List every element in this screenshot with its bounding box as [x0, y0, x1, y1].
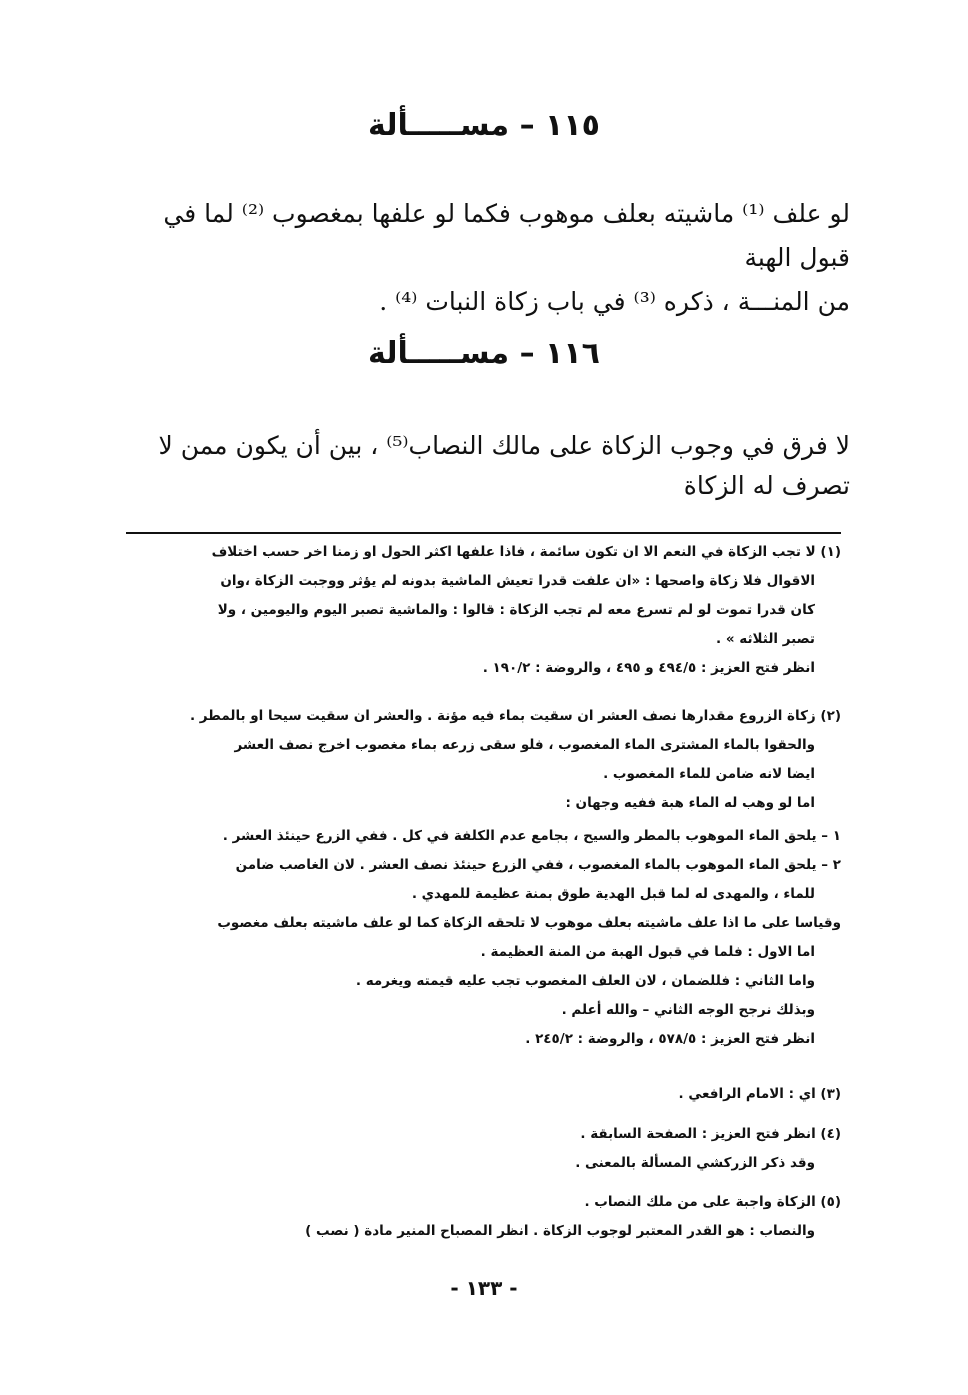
footnote-5	[126, 1188, 841, 1246]
footnote-4	[126, 1120, 841, 1178]
footnote-line: والحقوا بالماء المشترى الماء المغصوب ، فلو سقى زرعه بماء مغصوب اخرج نصف العشر	[234, 737, 815, 753]
footnote-line: وقياسا على ما اذا علف ماشيته بعلف موهوب لا تلحقه الزكاة كما لو علف ماشيته بعلف مغصوب	[217, 915, 841, 931]
issue-115-line-1: لو علف ⁽¹⁾ ماشيته بعلف موهوب فكما لو علفها بمغصوب ⁽²⁾ لما في قبول الهبة	[163, 199, 850, 272]
footnote-line: واما الثاني : فللضمان ، لان العلف المغصوب تجب عليه قيمته ويغرمه .	[355, 973, 815, 989]
issue-115-heading: ١١٥ – مســـــألة	[368, 108, 600, 143]
footnote-line: انظر فتح العزيز : ٥٧٨/٥ ، والروضة : ٢٤٥/٢ .	[525, 1031, 815, 1047]
footnote-line: وقد ذكر الزركشي المسألة بالمعنى .	[575, 1155, 815, 1171]
footnote-line: ايضا لانه ضامن للماء المغصوب .	[603, 766, 815, 782]
footnote-1	[126, 538, 841, 683]
issue-116-text	[118, 426, 850, 506]
footnote-line: تصبر الثلاثه » .	[716, 631, 815, 647]
page-number: - ١٣٣ -	[450, 1276, 518, 1300]
footnote-separator	[126, 532, 841, 534]
footnote-line: الاقوال فلا زكاة واصحها : «ان علفت قدرا تعيش الماشية بدونه لم يؤثر ووجبت الزكاة ،وان	[220, 573, 815, 589]
footnote-line: ١ – يلحق الماء الموهوب بالمطر والسيح ، بجامع عدم الكلفة في كل . ففي الزرع حينئذ العشر .	[222, 828, 841, 844]
footnote-line: (٥) الزكاة واجبة على من ملك النصاب .	[584, 1194, 841, 1210]
issue-115-text	[118, 192, 850, 324]
footnote-line: للماء ، والمهدى له لما قبل الهدية طوق بمنة عظيمة للمهدي .	[411, 886, 815, 902]
footnote-line: وبذلك نرجح الوجه الثاني – والله أعلم .	[561, 1002, 815, 1018]
footnote-2	[126, 702, 841, 1054]
footnote-line: (٢) زكاة الزروع مقدارها نصف العشر ان سقيت بماء فيه مؤنة . والعشر ان سقيت سيحا او بالمطر .	[189, 708, 841, 724]
footnote-line: اما الاول : فلما في قبول الهبة من المنة العظيمة .	[480, 944, 815, 960]
issue-116-heading: ١١٦ – مســـــألة	[368, 336, 600, 371]
footnote-line: اما لو وهب له الماء هبة ففيه وجهان :	[565, 795, 815, 811]
footnote-line: كان قدرا تموت لو لم تسرع معه لم تجب الزكاة : قالوا : والماشية تصبر اليوم واليومين ، ولا	[217, 602, 815, 618]
footnote-line: (١) لا تجب الزكاة في النعم الا ان تكون سائمة ، فاذا علفها اكثر الحول او زمنا اخر حسب اختلاف	[211, 544, 841, 560]
footnote-line: والنصاب : هو القدر المعتبر لوجوب الزكاة . انظر المصباح المنير مادة ( نصب )	[305, 1223, 815, 1239]
footnote-line: ٢ – يلحق الماء الموهوب بالماء المغصوب ، ففي الزرع حينئذ نصف العشر . لان الغاصب ضامن	[235, 857, 841, 873]
footnote-line: انظر فتح العزيز : ٤٩٤/٥ و ٤٩٥ ، والروضة : ١٩٠/٢ .	[482, 660, 815, 676]
footnote-3	[126, 1080, 841, 1109]
footnote-line: (٣) اي : الامام الرافعي .	[678, 1086, 841, 1102]
issue-116-line-1: لا فرق في وجوب الزكاة على مالك النصاب⁽⁵⁾ ، بين أن يكون ممن لا تصرف له الزكاة	[158, 431, 850, 500]
footnote-line: (٤) انظر فتح العزيز : الصفحة السابقة .	[580, 1126, 841, 1142]
issue-115-line-2: من المنـــة ، ذكره ⁽³⁾ في باب زكاة النبات ⁽⁴⁾ .	[379, 287, 850, 316]
